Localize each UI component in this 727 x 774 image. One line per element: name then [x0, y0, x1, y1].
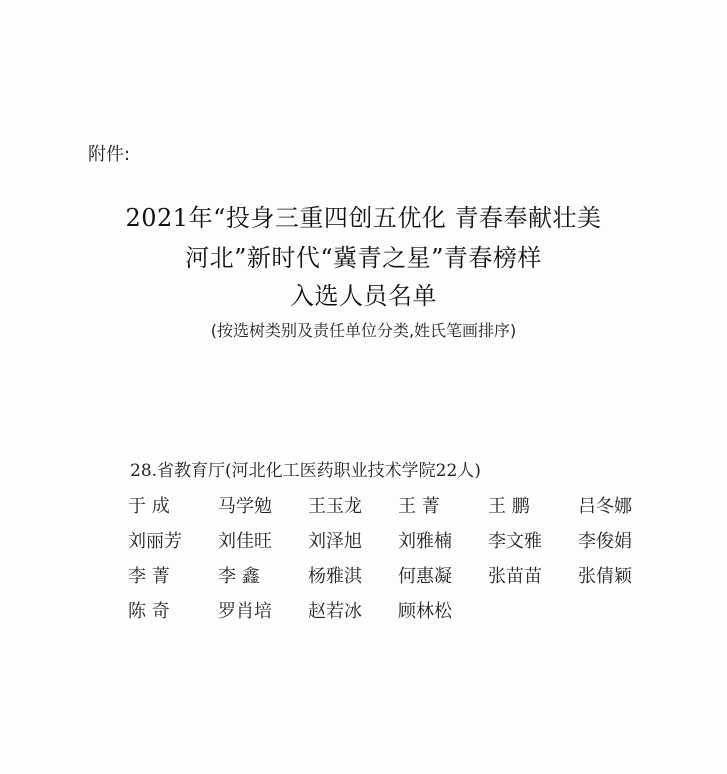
person-name: 杨雅淇 — [308, 565, 362, 587]
name-row — [128, 522, 688, 557]
person-name: 顾林松 — [398, 600, 452, 622]
person-name: 赵若冰 — [308, 600, 362, 622]
section-heading: 28.省教育厅(河北化工医药职业技术学院22人) — [130, 461, 481, 481]
person-name: 李 鑫 — [218, 565, 260, 587]
person-name: 罗肖培 — [218, 600, 272, 622]
document-title-line-1: 2021年“投身三重四创五优化 青春奉献壮美 — [125, 204, 602, 232]
person-name: 何惠凝 — [398, 565, 452, 587]
person-name: 李俊娟 — [578, 530, 632, 552]
person-name: 刘泽旭 — [308, 530, 362, 552]
person-name: 吕冬娜 — [578, 495, 632, 517]
document-title-line-3: 入选人员名单 — [290, 282, 437, 310]
name-row — [128, 487, 688, 522]
person-name: 王 鹏 — [488, 495, 530, 517]
document-subtitle: (按选树类别及责任单位分类,姓氏笔画排序) — [210, 321, 517, 340]
person-name: 陈 奇 — [128, 600, 170, 622]
person-name: 刘雅楠 — [398, 530, 452, 552]
person-name: 张苗苗 — [488, 565, 542, 587]
person-name: 刘佳旺 — [218, 530, 272, 552]
name-row — [128, 592, 688, 627]
name-row — [128, 557, 688, 592]
attachment-label: 附件: — [88, 144, 131, 165]
person-name: 王 菁 — [398, 495, 440, 517]
person-name: 张倩颖 — [578, 565, 632, 587]
person-name: 李文雅 — [488, 530, 542, 552]
person-name: 刘丽芳 — [128, 530, 182, 552]
person-name: 李 菁 — [128, 565, 170, 587]
person-name: 马学勉 — [218, 495, 272, 517]
name-list — [128, 487, 688, 627]
person-name: 王玉龙 — [308, 495, 362, 517]
document-title-line-2: 河北”新时代“冀青之星”青春榜样 — [185, 244, 542, 272]
person-name: 于 成 — [128, 495, 170, 517]
